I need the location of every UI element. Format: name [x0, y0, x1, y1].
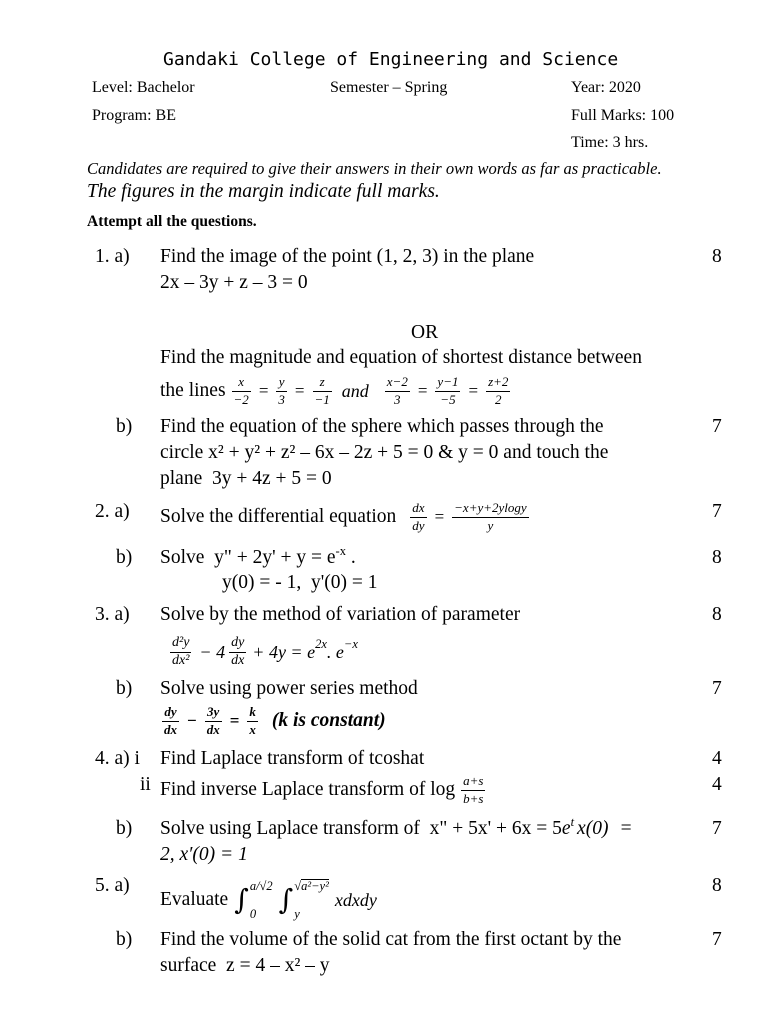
question-text: plane 3y + 4z + 5 = 0 — [160, 468, 332, 489]
marks: 4 — [712, 748, 722, 769]
numerator: z+2 — [488, 374, 509, 389]
upper-limit: a/√2 — [249, 879, 273, 893]
question-number: b) — [116, 929, 133, 950]
differential-equation — [160, 501, 531, 533]
square-root — [294, 879, 329, 893]
numerator: −x+y+2ylogy — [454, 500, 527, 515]
lower-limit: 0 — [249, 907, 257, 921]
question-text: Find the equation of the sphere which passes through the — [160, 416, 604, 437]
exponential-e: e — [561, 818, 571, 839]
power-series-equation — [160, 704, 386, 738]
marks: 8 — [712, 875, 722, 896]
ode-line — [160, 544, 356, 570]
lower-limit: y — [294, 907, 300, 921]
question-text: circle x² + y² + z² – 6x – 2z + 5 = 0 & y = 0 and touch the — [160, 442, 609, 463]
fraction — [410, 501, 426, 533]
exponent: t — [570, 815, 575, 829]
denominator: dx² — [172, 653, 190, 668]
candidates-instruction: Candidates are required to give their answers in their own words as far as practicable. — [87, 159, 662, 178]
integrand: xdxdy — [334, 890, 377, 910]
minus-four: − 4 — [199, 642, 226, 662]
numerator: x — [238, 374, 245, 389]
constant-note: (k is constant) — [271, 710, 386, 731]
question-text: Find the magnitude and equation of shortest distance between — [160, 347, 642, 368]
marks: 7 — [712, 678, 722, 699]
initial-conditions: y(0) = - 1, y'(0) = 1 — [222, 572, 378, 593]
semester: Semester – Spring — [330, 79, 448, 96]
question-text: Evaluate — [160, 889, 229, 910]
fraction — [461, 774, 485, 806]
question-text: Solve the differential equation — [160, 506, 397, 527]
laplace-ode-line — [160, 815, 633, 841]
time-allowed: Time: 3 hrs. — [571, 134, 649, 151]
attempt-instruction: Attempt all the questions. — [87, 213, 257, 230]
question-text: Solve y" + 2y' + y = e — [160, 547, 336, 568]
question-number: b) — [116, 818, 133, 839]
integral-limits — [250, 879, 273, 921]
fraction — [385, 375, 410, 407]
exponent: −x — [343, 637, 358, 651]
denominator: 2 — [494, 392, 502, 407]
marks: 7 — [712, 501, 722, 522]
period: . — [345, 547, 356, 568]
numerator: z — [319, 374, 325, 389]
equation-rest: + 4y = e — [252, 642, 316, 662]
marks: 8 — [712, 604, 722, 625]
question-text: Solve using Laplace transform of x" + 5x' + 6x = 5 — [160, 818, 562, 839]
fraction — [247, 705, 258, 737]
figures-instruction: The figures in the margin indicate full marks. — [87, 181, 440, 202]
numerator: k — [249, 704, 256, 719]
marks: 7 — [712, 929, 722, 950]
numerator: y−1 — [437, 374, 459, 389]
equals-sign: = — [468, 381, 479, 400]
equation-rest: . e — [326, 642, 344, 662]
equals-sign: = — [417, 381, 428, 400]
fraction — [162, 705, 179, 737]
question-number: 4. a) i — [95, 748, 140, 769]
numerator: y — [278, 374, 285, 389]
marks: 7 — [712, 416, 722, 437]
denominator: dy — [412, 518, 425, 533]
fraction — [452, 501, 529, 533]
exponent: -x — [335, 544, 346, 558]
question-number: b) — [116, 416, 133, 437]
equals-sign: = — [434, 507, 445, 526]
numerator: a+s — [463, 773, 484, 788]
fraction — [232, 375, 251, 407]
fraction — [313, 375, 332, 407]
denominator: dx — [231, 653, 245, 668]
question-text: Solve using power series method — [160, 678, 418, 699]
radical-sign: √ — [294, 879, 302, 893]
denominator: dx — [164, 722, 177, 737]
sub-question-number: ii — [140, 774, 151, 795]
double-integral — [160, 879, 377, 921]
question-text: Find Laplace transform of tcoshat — [160, 748, 425, 769]
integral — [234, 879, 272, 921]
minus-sign: − — [187, 711, 197, 730]
marks: 8 — [712, 547, 722, 568]
full-marks: Full Marks: 100 — [571, 107, 675, 124]
program: Program: BE — [92, 107, 176, 124]
integral — [279, 879, 329, 921]
variation-equation — [160, 635, 358, 669]
integral-sign: ∫ — [234, 883, 249, 916]
question-text: Find the image of the point (1, 2, 3) in the plane — [160, 246, 535, 267]
denominator: 3 — [278, 392, 285, 407]
denominator: −1 — [314, 392, 330, 407]
integral-limits — [294, 879, 329, 921]
question-number: b) — [116, 678, 133, 699]
equals-sign: = — [229, 711, 240, 730]
marks: 4 — [712, 774, 722, 795]
initial-condition: 2, x′(0) = 1 — [160, 844, 248, 865]
initial-condition: x(0) = — [577, 818, 633, 839]
numerator: x−2 — [386, 374, 408, 389]
marks: 7 — [712, 818, 722, 839]
denominator: dx — [206, 722, 220, 737]
fraction — [170, 636, 191, 668]
denominator: b+s — [463, 791, 484, 806]
question-number: 5. a) — [95, 875, 130, 896]
level: Level: Bachelor — [92, 79, 195, 96]
integral-sign: ∫ — [278, 883, 294, 916]
question-text: Find the volume of the solid cat from the first octant by the — [160, 929, 622, 950]
question-number: 3. a) — [95, 604, 130, 625]
numerator: 3y — [207, 704, 220, 719]
numerator: d²y — [172, 635, 190, 650]
numerator: dy — [164, 704, 177, 719]
denominator: x — [249, 722, 256, 737]
exponent: 2x — [315, 637, 327, 651]
lines-equation — [160, 374, 512, 408]
question-number: 1. a) — [95, 246, 130, 267]
question-number: b) — [116, 547, 133, 568]
college-name: Gandaki College of Engineering and Science — [163, 49, 619, 70]
question-number: 2. a) — [95, 501, 130, 522]
denominator: −5 — [440, 392, 456, 407]
question-text: Find inverse Laplace transform of log — [160, 779, 456, 800]
denominator: 3 — [394, 392, 401, 407]
equals-sign: = — [294, 381, 305, 400]
marks: 8 — [712, 246, 722, 267]
or-separator: OR — [411, 322, 439, 343]
radicand: a²−y² — [301, 879, 329, 893]
numerator: dx — [412, 500, 425, 515]
fraction — [486, 375, 510, 407]
question-text: the lines — [160, 380, 226, 401]
question-text: 2x – 3y + z – 3 = 0 — [160, 272, 308, 293]
fraction — [435, 375, 460, 407]
denominator: −2 — [233, 392, 249, 407]
fraction — [229, 636, 246, 668]
question-text: surface z = 4 – x² – y — [160, 955, 330, 976]
year: Year: 2020 — [571, 79, 641, 96]
question-text: Solve by the method of variation of parameter — [160, 604, 521, 625]
fraction — [276, 375, 287, 407]
denominator: y — [487, 518, 494, 533]
inverse-laplace-line — [160, 773, 487, 807]
and-word: and — [341, 381, 369, 401]
fraction — [205, 705, 222, 737]
numerator: dy — [231, 635, 245, 650]
equals-sign: = — [258, 381, 269, 400]
